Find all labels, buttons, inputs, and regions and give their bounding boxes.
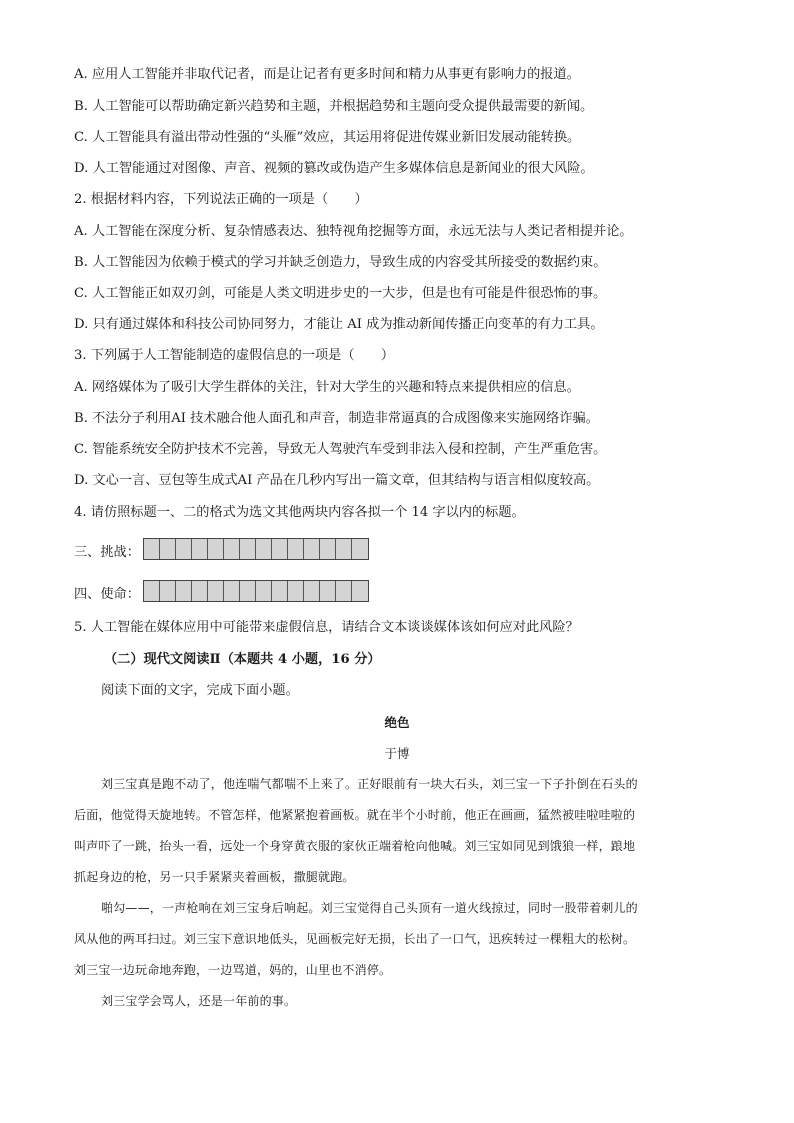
q1-option-a: A. 应用人工智能并非取代记者，而是让记者有更多时间和精力从事更有影响力的报道。 bbox=[74, 67, 580, 82]
answer-grid-mission[interactable] bbox=[143, 580, 369, 602]
answer-cell[interactable] bbox=[288, 539, 304, 559]
answer-cell[interactable] bbox=[336, 539, 352, 559]
q3-option-d: D. 文心一言、豆包等生成式AI 产品在几秒内写出一篇文章，但其结构与语言相似度较高。 bbox=[74, 473, 600, 488]
story-paragraph-line: 刘三宝一边玩命地奔跑，一边骂道，妈的，山里也不消停。 bbox=[74, 963, 392, 977]
answer-cell[interactable] bbox=[176, 539, 192, 559]
story-paragraph-line: 风从他的两耳扫过。刘三宝下意识地低头，见画板完好无损，长出了一口气，迅疾转过一棵粗大的松树。 bbox=[74, 932, 636, 946]
q4-stem: 4. 请仿照标题一、二的格式为选文其他两块内容各拟一个 14 字以内的标题。 bbox=[74, 505, 525, 520]
section-instruction: 阅读下面的文字，完成下面小题。 bbox=[101, 683, 299, 698]
answer-cell[interactable] bbox=[304, 581, 320, 601]
q1-option-d: D. 人工智能通过对图像、声音、视频的篡改或伪造产生多媒体信息是新闻业的很大风险。 bbox=[74, 161, 594, 176]
q3-option-c: C. 智能系统安全防护技术不完善，导致无人驾驶汽车受到非法入侵和控制，产生严重危害。 bbox=[74, 442, 607, 457]
answer-cell[interactable] bbox=[176, 581, 192, 601]
q2-option-a: A. 人工智能在深度分析、复杂情感表达、独特视角挖掘等方面，永远无法与人类记者相提并论。 bbox=[74, 224, 633, 239]
q1-option-c: C. 人工智能具有溢出带动性强的“头雁”效应，其运用将促进传媒业新旧发展动能转换。 bbox=[74, 130, 581, 145]
answer-cell[interactable] bbox=[352, 539, 368, 559]
answer-cell[interactable] bbox=[224, 581, 240, 601]
story-paragraph-line: 叫声吓了一跳，抬头一看，远处一个身穿黄衣服的家伙正端着枪向他喊。刘三宝如同见到饿狼一样，踉地 bbox=[74, 839, 636, 853]
q2-option-c: C. 人工智能正如双刃剑，可能是人类文明进步史的一大步，但是也有可能是件很恐怖的事。 bbox=[74, 286, 607, 301]
answer-cell[interactable] bbox=[320, 581, 336, 601]
q3-option-b: B. 不法分子利用AI 技术融合他人面孔和声音，制造非常逼真的合成图像来实施网络诈骗。 bbox=[74, 411, 599, 426]
answer-cell[interactable] bbox=[304, 539, 320, 559]
story-paragraph-line: 抓起身边的枪，另一只手紧紧夹着画板，撒腿就跑。 bbox=[74, 870, 355, 884]
answer-grid-challenge[interactable] bbox=[143, 538, 369, 560]
story-author: 于博 bbox=[384, 746, 410, 761]
story-title: 绝色 bbox=[384, 715, 410, 730]
story-paragraph-line: 刘三宝真是跑不动了，他连喘气都喘不上来了。正好眼前有一块大石头，刘三宝一下子扑倒在石头的 bbox=[101, 777, 638, 791]
answer-cell[interactable] bbox=[272, 581, 288, 601]
answer-cell[interactable] bbox=[336, 581, 352, 601]
answer-cell[interactable] bbox=[272, 539, 288, 559]
q3-stem: 3. 下列属于人工智能制造的虚假信息的一项是（ ） bbox=[74, 348, 395, 363]
answer-cell[interactable] bbox=[320, 539, 336, 559]
q1-option-b: B. 人工智能可以帮助确定新兴趋势和主题，并根据趋势和主题向受众提供最需要的新闻。 bbox=[74, 99, 594, 114]
answer-cell[interactable] bbox=[288, 581, 304, 601]
q2-option-d: D. 只有通过媒体和科技公司协同努力，才能让 AI 成为推动新闻传播正向变革的有力工具。 bbox=[74, 317, 604, 332]
answer-cell[interactable] bbox=[208, 539, 224, 559]
q4-label-mission: 四、使命： bbox=[74, 587, 140, 602]
answer-cell[interactable] bbox=[256, 539, 272, 559]
story-paragraph-line: 后面，他觉得天旋地转。不管怎样，他紧紧抱着画板。就在半个小时前，他正在画画，猛然被哇啦哇啦的 bbox=[74, 808, 636, 822]
answer-cell[interactable] bbox=[160, 539, 176, 559]
q5-stem: 5. 人工智能在媒体应用中可能带来虚假信息，请结合文本谈谈媒体该如何应对此风险？ bbox=[74, 620, 579, 635]
q2-option-b: B. 人工智能因为依赖于模式的学习并缺乏创造力，导致生成的内容受其所接受的数据约束。 bbox=[74, 255, 607, 270]
story-paragraph-line: 刘三宝学会骂人，还是一年前的事。 bbox=[101, 994, 297, 1008]
q4-label-challenge: 三、挑战： bbox=[74, 545, 140, 560]
q2-stem: 2. 根据材料内容，下列说法正确的一项是（ ） bbox=[74, 192, 368, 207]
story-paragraph-line: 啪勾——，一声枪响在刘三宝身后响起。刘三宝觉得自己头顶有一道火线掠过，同时一股带着刺儿的 bbox=[101, 901, 638, 915]
answer-cell[interactable] bbox=[224, 539, 240, 559]
answer-cell[interactable] bbox=[160, 581, 176, 601]
q3-option-a: A. 网络媒体为了吸引大学生群体的关注，针对大学生的兴趣和特点来提供相应的信息。 bbox=[74, 380, 580, 395]
answer-cell[interactable] bbox=[144, 539, 160, 559]
answer-cell[interactable] bbox=[256, 581, 272, 601]
answer-cell[interactable] bbox=[144, 581, 160, 601]
answer-cell[interactable] bbox=[352, 581, 368, 601]
answer-cell[interactable] bbox=[192, 581, 208, 601]
answer-cell[interactable] bbox=[192, 539, 208, 559]
answer-cell[interactable] bbox=[240, 581, 256, 601]
answer-cell[interactable] bbox=[240, 539, 256, 559]
answer-cell[interactable] bbox=[208, 581, 224, 601]
section-heading: （二）现代文阅读Ⅱ（本题共 4 小题，16 分） bbox=[104, 652, 381, 667]
